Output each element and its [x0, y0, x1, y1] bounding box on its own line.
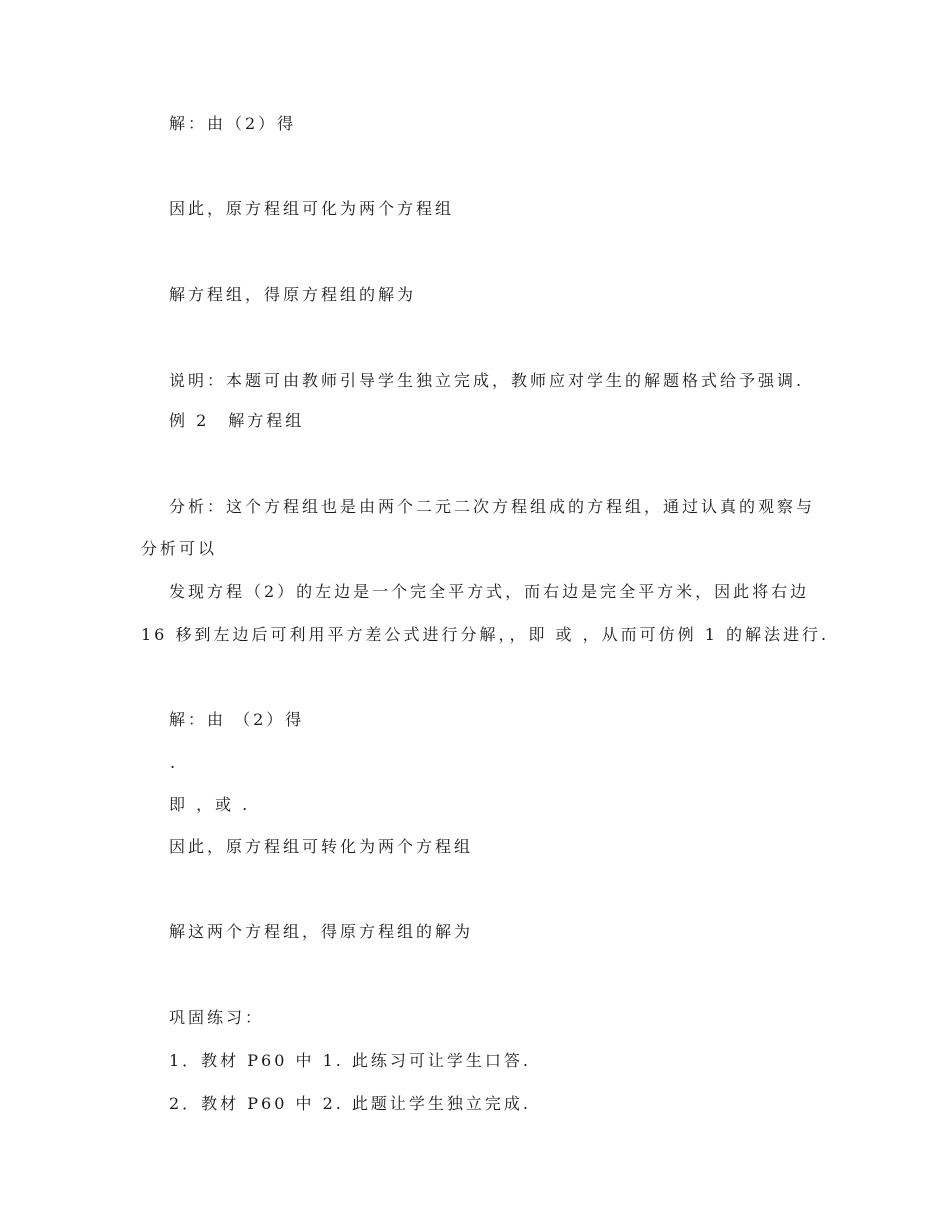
solution-2-result-line: 解这两个方程组，得原方程组的解为: [169, 922, 474, 941]
teaching-note-line: 说明：本题可由教师引导学生独立完成，教师应对学生的解题格式给予强调.: [169, 371, 805, 390]
analysis-line-3: 发现方程（2）的左边是一个完全平方式，而右边是完全平方米，因此将右边: [169, 582, 810, 601]
solution-result-line: 解方程组，得原方程组的解为: [169, 285, 417, 304]
equation-placeholder-dot: .: [170, 753, 176, 772]
example-2-heading: 例 2 解方程组: [169, 411, 305, 430]
analysis-line-4: 16 移到左边后可利用平方差公式进行分解，，即 或 ，从而可仿例 1 的解法进行.: [141, 625, 830, 644]
practice-heading: 巩固练习：: [169, 1008, 265, 1027]
analysis-line-2: 分析可以: [141, 539, 218, 558]
solution-2-intro-line: 解：由 （2）得: [169, 710, 305, 729]
solution-intro-line: 解：由（2）得: [169, 114, 297, 133]
transform-statement-line: 因此，原方程组可化为两个方程组: [169, 199, 455, 218]
practice-item-1: 1．教材 P60 中 1. 此练习可让学生口答.: [169, 1051, 532, 1070]
transform-statement-2-line: 因此，原方程组可转化为两个方程组: [169, 837, 474, 856]
practice-item-2: 2．教材 P60 中 2. 此题让学生独立完成.: [169, 1094, 532, 1113]
analysis-line-1: 分析：这个方程组也是由两个二元二次方程组成的方程组，通过认真的观察与: [169, 497, 816, 516]
factored-result-line: 即 ，或 .: [169, 795, 251, 814]
